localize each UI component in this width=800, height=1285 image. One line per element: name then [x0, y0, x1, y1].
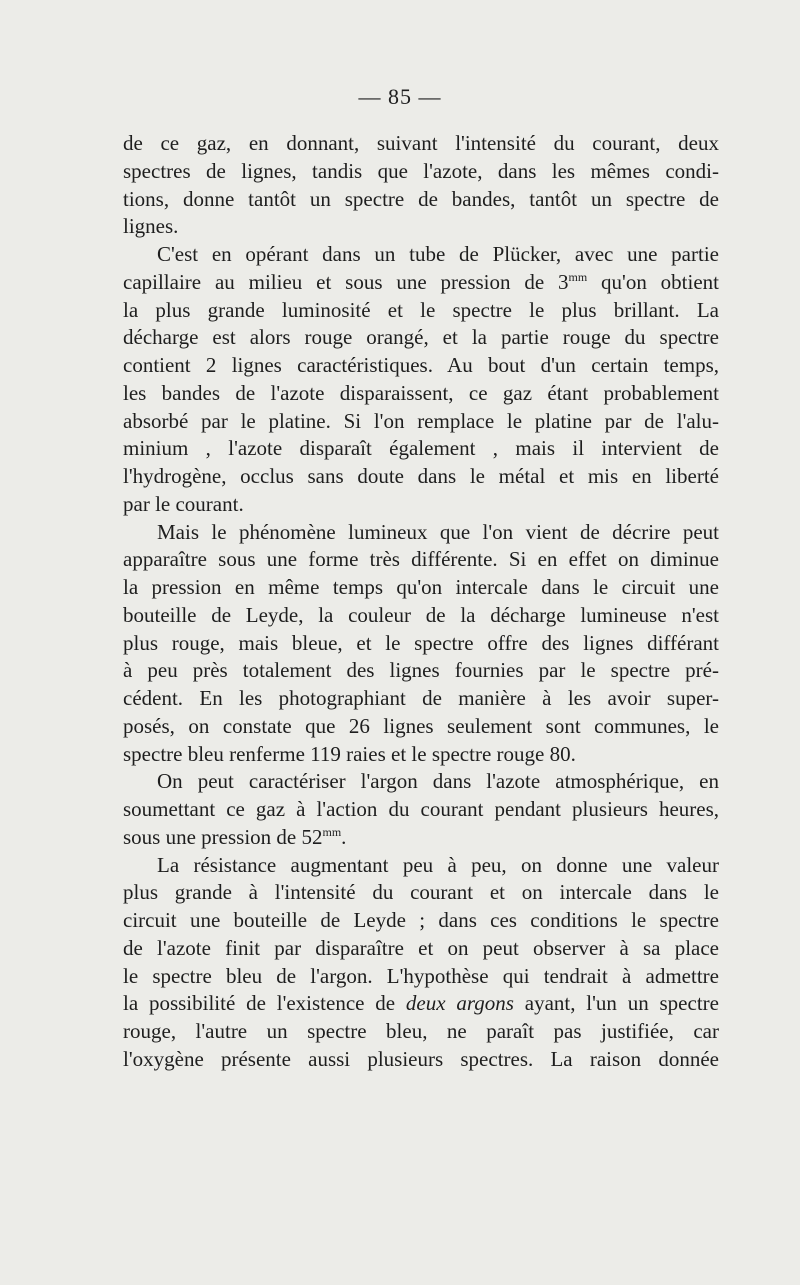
italic-phrase: deux argons: [405, 991, 514, 1016]
text-line: C'est en opérant dans un tube de Plücker, avec une partie: [157, 242, 719, 266]
text-line: cédent. En les photographiant de manière à les avoir super-: [123, 686, 719, 710]
text-line: décharge est alors rouge orangé, et la partie rouge du spectre: [123, 325, 719, 350]
text-line: la pression en même temps qu'on intercale dans le circuit une: [123, 575, 719, 599]
text-line: minium , l'azote disparaît également , mais il intervient de: [123, 436, 719, 461]
text-line: plus rouge, mais bleue, et le spectre offre des lignes différant: [123, 630, 719, 655]
text-line: circuit une bouteille de Leyde ; dans ces conditions le spectre: [123, 908, 719, 932]
text-line: les bandes de l'azote disparaissent, ce gaz étant probablement: [123, 380, 719, 405]
unit-superscript: mm: [322, 824, 342, 839]
text-line: La résistance augmentant peu à peu, on donne une valeur: [157, 852, 719, 877]
text-line: à peu près totalement des lignes fournies par le spectre pré-: [123, 658, 719, 683]
text-line: posés, on constate que 26 lignes seulement sont communes, le: [123, 713, 719, 738]
text-line: le spectre bleu de l'argon. L'hypothèse qui tendrait à admettre: [123, 963, 719, 988]
text-fragment: qu'on obtient: [587, 269, 719, 294]
text-line: par le courant.: [123, 491, 244, 516]
text-fragment: capillaire au milieu et sous une pression de 3: [123, 269, 569, 294]
text-fragment: sous une pression de 52: [123, 824, 323, 849]
text-line: soumettant ce gaz à l'action du courant pendant plusieurs heures,: [123, 797, 719, 821]
text-line: contient 2 lignes caractéristiques. Au bout d'un certain temps,: [123, 353, 719, 377]
text-fragment: ayant, l'un un spectre: [513, 991, 719, 1016]
text-line: [123, 824, 719, 852]
text-line: bouteille de Leyde, la couleur de la décharge lumineuse n'est: [123, 602, 719, 627]
body-text: [123, 130, 719, 1074]
text-line: On peut caractériser l'argon dans l'azote atmosphérique, en: [157, 769, 719, 794]
text-line: rouge, l'autre un spectre bleu, ne paraît pas justifiée, car: [123, 1019, 719, 1043]
text-line: absorbé par le platine. Si l'on remplace le platine par de l'alu-: [123, 408, 719, 433]
text-line: spectres de lignes, tandis que l'azote, dans les mêmes condi-: [123, 158, 719, 183]
text-line: l'oxygène présente aussi plusieurs spectres. La raison donnée: [123, 1046, 719, 1071]
text-line: lignes.: [123, 214, 179, 239]
text-line: de l'azote finit par disparaître et on peut observer à sa place: [123, 935, 719, 960]
text-line: Mais le phénomène lumineux que l'on vient de décrire peut: [157, 519, 719, 544]
text-line: tions, donne tantôt un spectre de bandes, tantôt un spectre de: [123, 186, 719, 211]
text-line: spectre bleu renferme 119 raies et le spectre rouge 80.: [123, 741, 576, 766]
text-fragment: la possibilité de l'existence de: [123, 991, 406, 1016]
page-number: — 85 —: [358, 84, 442, 109]
text-line: la plus grande luminosité et le spectre le plus brillant. La: [123, 297, 719, 322]
text-line: plus grande à l'intensité du courant et on intercale dans le: [123, 880, 719, 905]
text-line: de ce gaz, en donnant, suivant l'intensité du courant, deux: [123, 131, 719, 155]
text-line: [123, 990, 719, 1018]
text-line: [123, 269, 719, 297]
text-line: apparaître sous une forme très différente. Si en effet on diminue: [123, 547, 719, 572]
unit-superscript: mm: [568, 269, 588, 284]
text-line: l'hydrogène, occlus sans doute dans le métal et mis en liberté: [123, 464, 719, 488]
text-fragment: .: [341, 824, 347, 849]
